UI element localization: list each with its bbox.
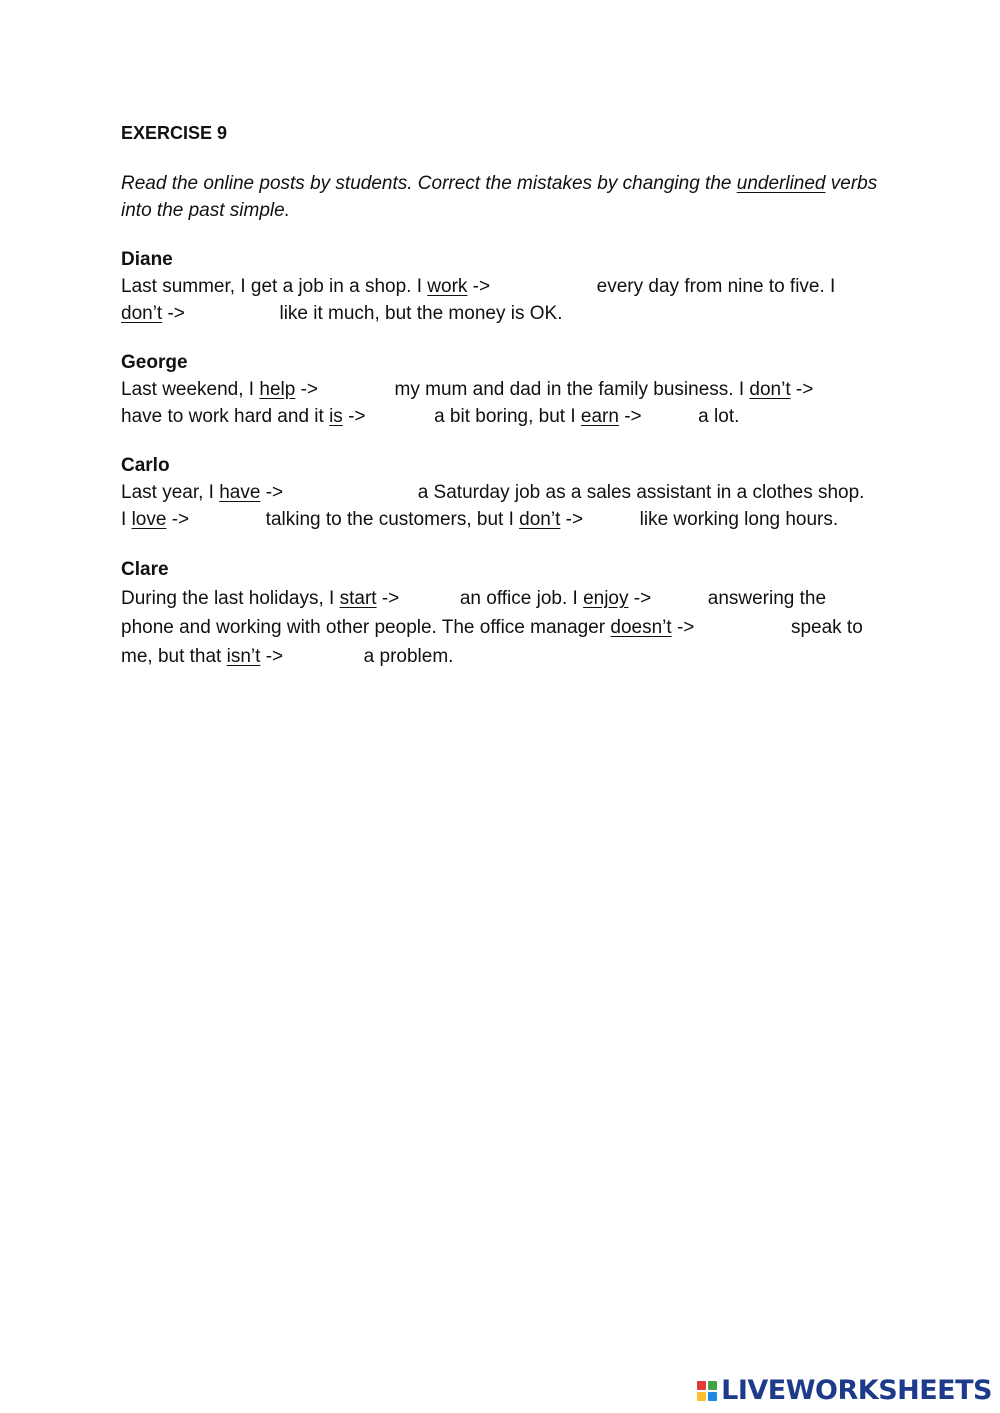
post-author-diane: Diane [121, 249, 173, 270]
post-author-george: George [121, 352, 188, 373]
underlined-verb: start [339, 588, 377, 609]
post-text: talking to the customers, but I [260, 509, 520, 530]
answer-blank[interactable] [405, 588, 455, 608]
post-text: I [121, 509, 132, 530]
arrow: -> [260, 482, 289, 503]
logo-mark-icon [697, 1381, 717, 1401]
underlined-verb: isn’t [226, 646, 261, 667]
answer-blank[interactable] [647, 406, 693, 426]
post-text: speak to me, but that [121, 617, 863, 667]
arrow: -> [166, 509, 195, 530]
underlined-verb: don’t [749, 379, 791, 400]
answer-blank[interactable] [588, 509, 634, 529]
post-text: my mum and dad in the family business. I [389, 379, 750, 400]
underlined-verb: help [259, 379, 296, 400]
answer-blank[interactable] [656, 588, 702, 608]
post-text: a lot. [692, 406, 740, 427]
arrow: -> [628, 588, 657, 609]
arrow: -> [295, 379, 324, 400]
instructions-text: Read the online posts by students. Correct the mistakes by changing the [121, 173, 737, 194]
answer-blank[interactable] [288, 646, 358, 666]
underlined-verb: have [219, 482, 261, 503]
answer-blank[interactable] [371, 406, 429, 426]
answer-blank[interactable] [700, 617, 786, 637]
post-text: have to work hard and it [121, 406, 330, 427]
arrow: -> [162, 303, 191, 324]
post-text: a Saturday job as a sales assistant in a clothes shop. [412, 482, 865, 503]
post-text: Last year, I [121, 482, 220, 503]
arrow: -> [790, 379, 819, 400]
answer-blank[interactable] [323, 379, 389, 399]
underlined-verb: doesn’t [610, 617, 672, 638]
post-diane [121, 246, 881, 327]
arrow: -> [342, 406, 371, 427]
underlined-verb: earn [580, 406, 619, 427]
instructions-text-end: verbs into the past simple. [121, 173, 878, 221]
post-text: like it much, but the money is OK. [274, 303, 563, 324]
post-text: an office job. I [454, 588, 584, 609]
underlined-verb: love [131, 509, 167, 530]
post-text: like working long hours. [634, 509, 839, 530]
answer-blank[interactable] [495, 276, 591, 296]
underlined-verb: is [329, 406, 343, 427]
answer-blank[interactable] [819, 379, 820, 399]
post-text: every day from nine to five. I [591, 276, 836, 297]
underlined-verb: don’t [121, 303, 163, 324]
arrow: -> [560, 509, 589, 530]
instructions-underlined-word: underlined [736, 173, 826, 194]
post-text: answering the phone and working with other people. The office manager [121, 588, 827, 638]
answer-blank[interactable] [194, 509, 260, 529]
liveworksheets-logo [697, 1375, 992, 1406]
logo-square-green [708, 1381, 717, 1390]
post-text: Last weekend, I [121, 379, 260, 400]
post-text: Last summer, I get a job in a shop. I [121, 276, 428, 297]
underlined-verb: don’t [519, 509, 561, 530]
answer-blank[interactable] [288, 482, 412, 502]
underlined-verb: enjoy [583, 588, 629, 609]
arrow: -> [260, 646, 289, 667]
logo-square-yellow [697, 1392, 706, 1401]
post-text: a bit boring, but I [428, 406, 581, 427]
post-author-carlo: Carlo [121, 455, 170, 476]
post-carlo [121, 452, 881, 533]
arrow: -> [671, 617, 700, 638]
answer-blank[interactable] [190, 303, 274, 323]
post-george [121, 349, 881, 430]
logo-square-blue [708, 1392, 717, 1401]
logo-text: LIVEWORKSHEETS [721, 1375, 992, 1406]
arrow: -> [467, 276, 496, 297]
arrow: -> [618, 406, 647, 427]
post-author-clare: Clare [121, 559, 169, 580]
exercise-title: EXERCISE 9 [121, 123, 228, 143]
instructions [121, 170, 881, 224]
post-text: During the last holidays, I [121, 588, 340, 609]
underlined-verb: work [427, 276, 468, 297]
arrow: -> [376, 588, 405, 609]
worksheet-page [121, 120, 881, 693]
post-clare [121, 555, 881, 671]
logo-square-red [697, 1381, 706, 1390]
post-text: a problem. [358, 646, 454, 667]
